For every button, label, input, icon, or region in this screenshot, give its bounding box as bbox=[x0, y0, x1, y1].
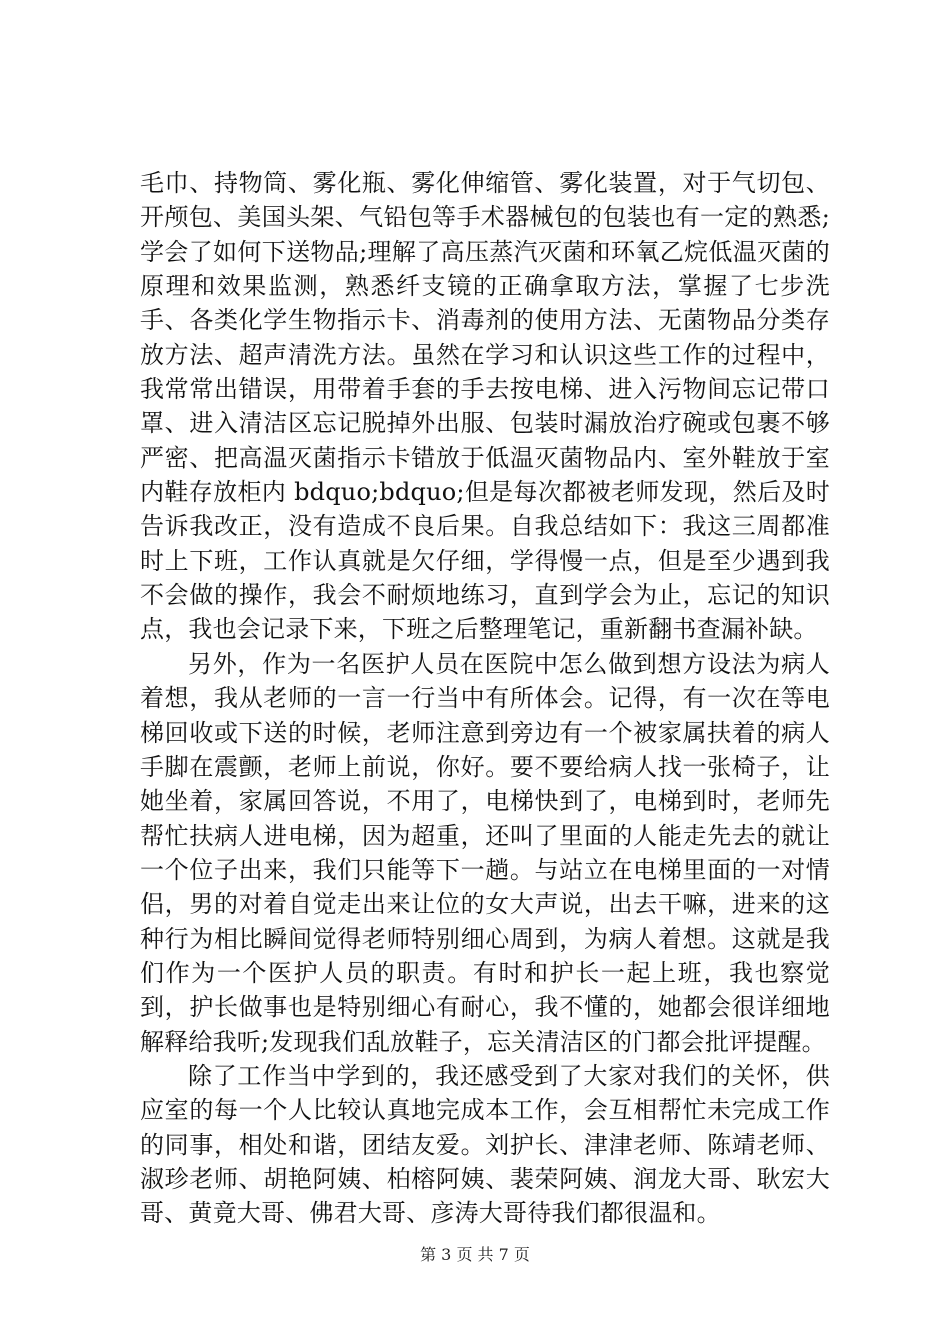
document-body bbox=[140, 166, 830, 1231]
paragraph-3: 除了工作当中学到的，我还感受到了大家对我们的关怀，供应室的每一个人比较认真地完成本工作，会互相帮忙未完成工作的同事，相处和谐，团结友爱。刘护长、津津老师、陈靖老师、淑珍老师、胡艳阿姨、柏榕阿姨、裴荣阿姨、润龙大哥、耿宏大哥、黄竟大哥、佛君大哥、彦涛大哥待我们都很温和。 bbox=[140, 1061, 830, 1228]
paragraph-1: 毛巾、持物筒、雾化瓶、雾化伸缩管、雾化装置，对于气切包、开颅包、美国头架、气铅包等手术器械包的包装也有一定的熟悉;学会了如何下送物品;理解了高压蒸汽灭菌和环氧乙烷低温灭菌的原理和效果监测，熟悉纤支镜的正确拿取方法，掌握了七步洗手、各类化学生物指示卡、消毒剂的使用方法、无菌物品分类存放方法、超声清洗方法。虽然在学习和认识这些工作的过程中，我常常出错误，用带着手套的手去按电梯、进入污物间忘记带口罩、进入清洁区忘记脱掉外出服、包装时漏放治疗碗或包裹不够严密、把高温灭菌指示卡错放于低温灭菌物品内、室外鞋放于室内鞋存放柜内 bdquo;bdquo;但是每次都被老师发现，然后及时告诉我改正，没有造成不良后果。自我总结如下：我这三周都准时上下班，工作认真就是欠仔细，学得慢一点，但是至少遇到我不会做的操作，我会不耐烦地练习，直到学会为止，忘记的知识点，我也会记录下来，下班之后整理笔记，重新翻书查漏补缺。 bbox=[140, 169, 830, 644]
paragraph-2: 另外，作为一名医护人员在医院中怎么做到想方设法为病人着想，我从老师的一言一行当中有所体会。记得，有一次在等电梯回收或下送的时候，老师注意到旁边有一个被家属扶着的病人手脚在震颤，老师上前说，你好。要不要给病人找一张椅子，让她坐着，家属回答说，不用了，电梯快到了，电梯到时，老师先帮忙扶病人进电梯，因为超重，还叫了里面的人能走先去的就让一个位子出来，我们只能等下一趟。与站立在电梯里面的一对情侣，男的对着自觉走出来让位的女大声说，出去干嘛，进来的这种行为相比瞬间觉得老师特别细心周到，为病人着想。这就是我们作为一个医护人员的职责。有时和护长一起上班，我也察觉到，护长做事也是特别细心有耐心，我不懂的，她都会很详细地解释给我听;发现我们乱放鞋子，忘关清洁区的门都会批评提醒。 bbox=[140, 649, 830, 1056]
page-footer: 第 3 页 共 7 页 bbox=[420, 1245, 530, 1264]
